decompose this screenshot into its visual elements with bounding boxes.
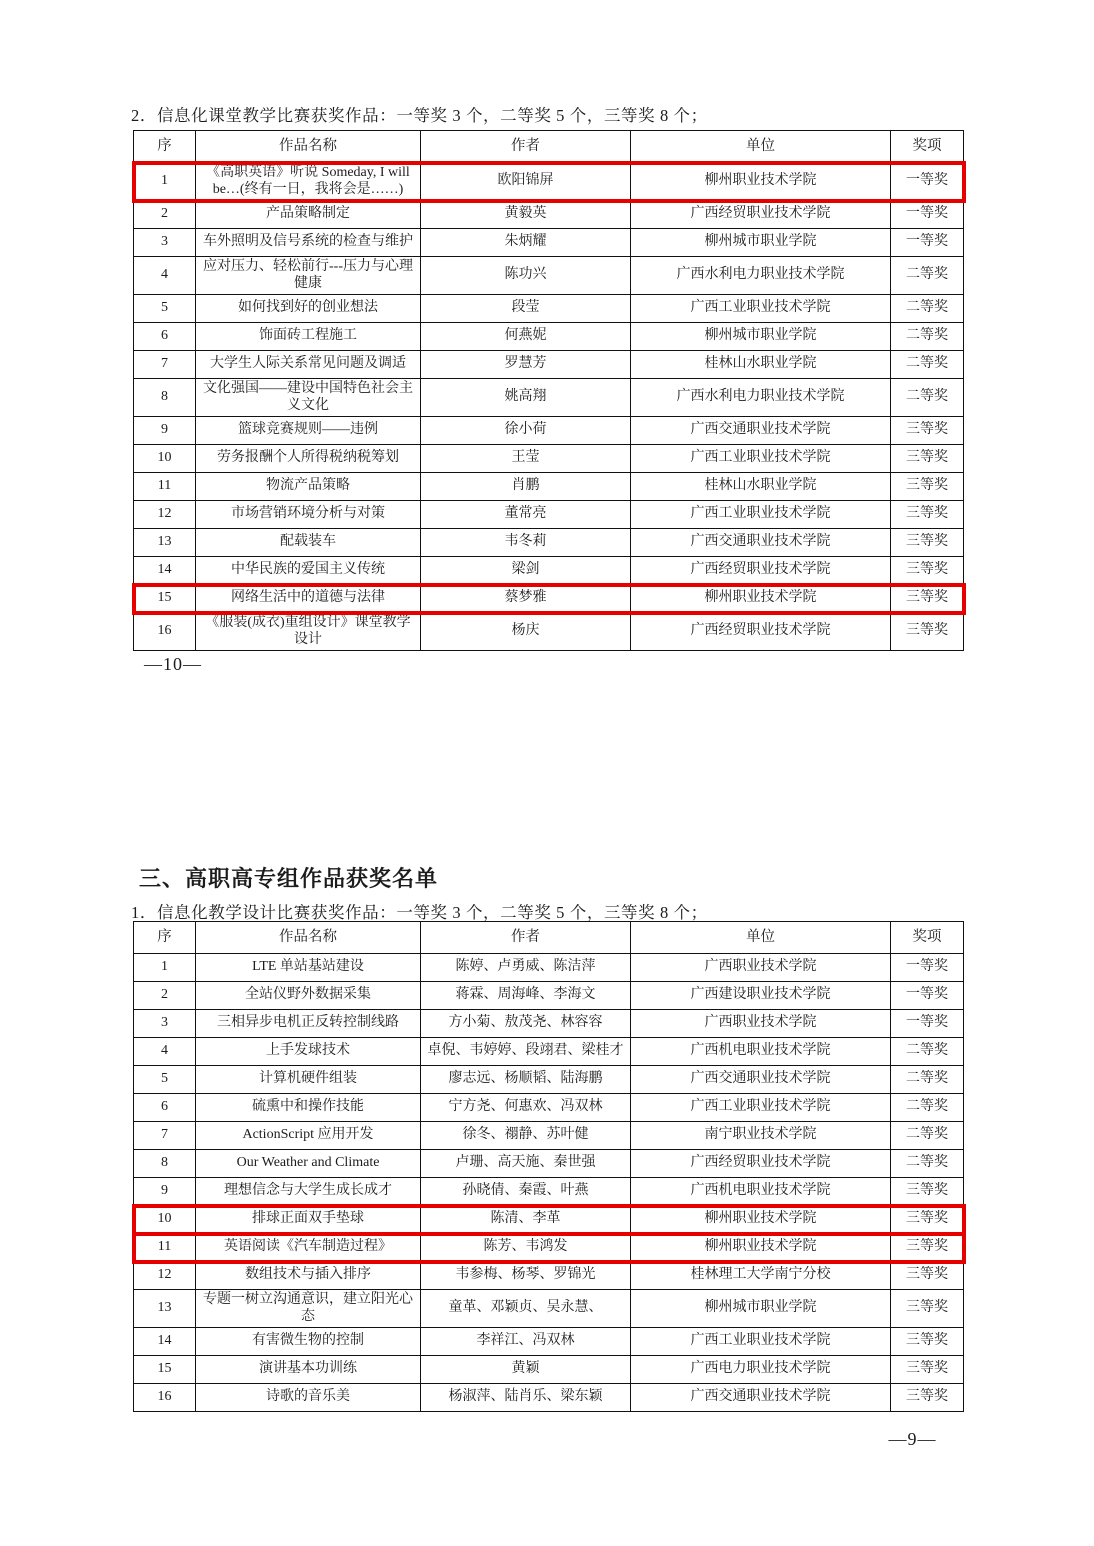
- cell-seq: 14: [134, 557, 196, 585]
- cell-title: 大学生人际关系常见问题及调适: [196, 351, 421, 379]
- award-row: [134, 351, 964, 379]
- cell-org: 广西交通职业技术学院: [631, 529, 891, 557]
- award-row: [134, 954, 964, 982]
- cell-org: 柳州职业技术学院: [631, 1234, 891, 1262]
- cell-org: 广西机电职业技术学院: [631, 1038, 891, 1066]
- cell-title: 物流产品策略: [196, 473, 421, 501]
- cell-seq: 10: [134, 1206, 196, 1234]
- cell-title: 英语阅读《汽车制造过程》: [196, 1234, 421, 1262]
- cell-author: 王莹: [421, 445, 631, 473]
- cell-award: 三等奖: [891, 1234, 964, 1262]
- cell-author: 廖志远、杨顺韬、陆海鹏: [421, 1066, 631, 1094]
- cell-org: 广西工业职业技术学院: [631, 295, 891, 323]
- award-row: [134, 613, 964, 651]
- cell-author: 韦参梅、杨琴、罗锦光: [421, 1262, 631, 1290]
- col-header-author: 作者: [421, 922, 631, 954]
- cell-org: 桂林山水职业学院: [631, 351, 891, 379]
- cell-title: 如何找到好的创业想法: [196, 295, 421, 323]
- cell-org: 广西经贸职业技术学院: [631, 613, 891, 651]
- col-header-seq: 序: [134, 131, 196, 163]
- cell-seq: 6: [134, 323, 196, 351]
- cell-org: 广西机电职业技术学院: [631, 1178, 891, 1206]
- award-row: [134, 557, 964, 585]
- cell-author: 朱炳耀: [421, 229, 631, 257]
- cell-award: 三等奖: [891, 1356, 964, 1384]
- cell-award: 三等奖: [891, 1178, 964, 1206]
- cell-seq: 4: [134, 1038, 196, 1066]
- cell-title: 篮球竞赛规则——违例: [196, 417, 421, 445]
- cell-author: 蒋霖、周海峰、李海文: [421, 982, 631, 1010]
- cell-author: 宁方尧、何惠欢、冯双林: [421, 1094, 631, 1122]
- cell-title: 产品策略制定: [196, 201, 421, 229]
- competition-heading-design: 1．信息化教学设计比赛获奖作品：一等奖 3 个，二等奖 5 个，三等奖 8 个；: [131, 903, 708, 922]
- cell-seq: 4: [134, 257, 196, 295]
- cell-title: 配载装车: [196, 529, 421, 557]
- cell-org: 广西交通职业技术学院: [631, 1066, 891, 1094]
- cell-award: 一等奖: [891, 954, 964, 982]
- award-row: [134, 201, 964, 229]
- award-row: [134, 1234, 964, 1262]
- cell-seq: 7: [134, 351, 196, 379]
- award-row: [134, 445, 964, 473]
- cell-title: 有害微生物的控制: [196, 1328, 421, 1356]
- cell-title: 专题一树立沟通意识，建立阳光心态: [196, 1290, 421, 1328]
- award-row: [134, 229, 964, 257]
- cell-seq: 15: [134, 585, 196, 613]
- cell-author: 徐冬、禤静、苏叶健: [421, 1122, 631, 1150]
- cell-author: 陈婷、卢勇威、陈洁萍: [421, 954, 631, 982]
- cell-author: 陈功兴: [421, 257, 631, 295]
- cell-title: LTE 单站基站建设: [196, 954, 421, 982]
- cell-title: ActionScript 应用开发: [196, 1122, 421, 1150]
- award-row: [134, 295, 964, 323]
- cell-author: 陈芳、韦鸿发: [421, 1234, 631, 1262]
- cell-title: 三相异步电机正反转控制线路: [196, 1010, 421, 1038]
- cell-title: 《高职英语》听说 Someday, I will be…(终有一日，我将会是……): [196, 163, 421, 201]
- cell-title: 全站仪野外数据采集: [196, 982, 421, 1010]
- cell-title: 排球正面双手垫球: [196, 1206, 421, 1234]
- award-row: [134, 1290, 964, 1328]
- cell-seq: 11: [134, 1234, 196, 1262]
- cell-title: 中华民族的爱国主义传统: [196, 557, 421, 585]
- cell-org: 柳州城市职业学院: [631, 1290, 891, 1328]
- cell-title: 市场营销环境分析与对策: [196, 501, 421, 529]
- award-row: [134, 1094, 964, 1122]
- cell-award: 三等奖: [891, 417, 964, 445]
- cell-award: 三等奖: [891, 1262, 964, 1290]
- cell-award: 一等奖: [891, 229, 964, 257]
- col-header-org: 单位: [631, 922, 891, 954]
- awards-table-design: [133, 921, 964, 1412]
- cell-award: 一等奖: [891, 982, 964, 1010]
- cell-author: 方小菊、敖茂尧、林容容: [421, 1010, 631, 1038]
- cell-org: 南宁职业技术学院: [631, 1122, 891, 1150]
- cell-award: 二等奖: [891, 1150, 964, 1178]
- cell-award: 三等奖: [891, 473, 964, 501]
- award-row: [134, 1328, 964, 1356]
- award-row: [134, 323, 964, 351]
- cell-title: 演讲基本功训练: [196, 1356, 421, 1384]
- cell-author: 卢珊、高天施、秦世强: [421, 1150, 631, 1178]
- cell-org: 广西工业职业技术学院: [631, 1094, 891, 1122]
- cell-title: 硫熏中和操作技能: [196, 1094, 421, 1122]
- cell-org: 桂林理工大学南宁分校: [631, 1262, 891, 1290]
- cell-author: 杨庆: [421, 613, 631, 651]
- cell-org: 广西职业技术学院: [631, 954, 891, 982]
- cell-seq: 15: [134, 1356, 196, 1384]
- cell-org: 广西交通职业技术学院: [631, 1384, 891, 1412]
- table-header-row: [134, 922, 964, 954]
- cell-author: 蔡梦雅: [421, 585, 631, 613]
- cell-author: 韦冬莉: [421, 529, 631, 557]
- award-row: [134, 982, 964, 1010]
- cell-org: 广西工业职业技术学院: [631, 1328, 891, 1356]
- cell-seq: 14: [134, 1328, 196, 1356]
- cell-seq: 10: [134, 445, 196, 473]
- cell-title: 饰面砖工程施工: [196, 323, 421, 351]
- col-header-title: 作品名称: [196, 131, 421, 163]
- award-row: [134, 473, 964, 501]
- cell-title: 理想信念与大学生成长成才: [196, 1178, 421, 1206]
- cell-org: 广西经贸职业技术学院: [631, 557, 891, 585]
- award-row: [134, 1384, 964, 1412]
- cell-award: 三等奖: [891, 557, 964, 585]
- award-row: [134, 1178, 964, 1206]
- cell-seq: 2: [134, 201, 196, 229]
- cell-award: 三等奖: [891, 613, 964, 651]
- cell-author: 梁剑: [421, 557, 631, 585]
- cell-author: 徐小荷: [421, 417, 631, 445]
- cell-award: 二等奖: [891, 257, 964, 295]
- cell-title: Our Weather and Climate: [196, 1150, 421, 1178]
- col-header-seq: 序: [134, 922, 196, 954]
- cell-title: 上手发球技术: [196, 1038, 421, 1066]
- cell-org: 广西工业职业技术学院: [631, 445, 891, 473]
- cell-seq: 16: [134, 613, 196, 651]
- cell-award: 三等奖: [891, 585, 964, 613]
- cell-org: 柳州职业技术学院: [631, 1206, 891, 1234]
- cell-author: 黄颖: [421, 1356, 631, 1384]
- col-header-award: 奖项: [891, 922, 964, 954]
- cell-org: 柳州城市职业学院: [631, 323, 891, 351]
- cell-author: 姚高翔: [421, 379, 631, 417]
- col-header-title: 作品名称: [196, 922, 421, 954]
- cell-author: 何燕妮: [421, 323, 631, 351]
- cell-seq: 12: [134, 1262, 196, 1290]
- cell-org: 广西水利电力职业技术学院: [631, 257, 891, 295]
- cell-award: 一等奖: [891, 1010, 964, 1038]
- award-row: [134, 585, 964, 613]
- award-row: [134, 257, 964, 295]
- col-header-org: 单位: [631, 131, 891, 163]
- cell-award: 三等奖: [891, 1206, 964, 1234]
- cell-seq: 1: [134, 954, 196, 982]
- cell-org: 柳州职业技术学院: [631, 163, 891, 201]
- col-header-award: 奖项: [891, 131, 964, 163]
- cell-author: 李祥江、冯双林: [421, 1328, 631, 1356]
- cell-award: 三等奖: [891, 501, 964, 529]
- cell-author: 杨淑萍、陆肖乐、梁东颖: [421, 1384, 631, 1412]
- cell-seq: 3: [134, 1010, 196, 1038]
- cell-author: 欧阳锦屏: [421, 163, 631, 201]
- cell-title: 《服装(成衣)重组设计》课堂教学设计: [196, 613, 421, 651]
- award-row: [134, 1038, 964, 1066]
- cell-org: 广西水利电力职业技术学院: [631, 379, 891, 417]
- cell-award: 二等奖: [891, 1038, 964, 1066]
- award-row: [134, 529, 964, 557]
- cell-title: 车外照明及信号系统的检查与维护: [196, 229, 421, 257]
- award-row: [134, 1066, 964, 1094]
- award-row: [134, 163, 964, 201]
- cell-author: 黄毅英: [421, 201, 631, 229]
- group-heading: 三、高职高专组作品获奖名单: [139, 866, 439, 891]
- cell-seq: 3: [134, 229, 196, 257]
- cell-seq: 5: [134, 295, 196, 323]
- cell-title: 网络生活中的道德与法律: [196, 585, 421, 613]
- cell-award: 二等奖: [891, 379, 964, 417]
- cell-org: 广西交通职业技术学院: [631, 417, 891, 445]
- cell-seq: 8: [134, 1150, 196, 1178]
- cell-award: 三等奖: [891, 1328, 964, 1356]
- cell-seq: 5: [134, 1066, 196, 1094]
- cell-author: 孙晓倩、秦霞、叶燕: [421, 1178, 631, 1206]
- cell-org: 柳州职业技术学院: [631, 585, 891, 613]
- award-row: [134, 379, 964, 417]
- award-row: [134, 1010, 964, 1038]
- award-row: [134, 417, 964, 445]
- cell-author: 卓倪、韦婷婷、段翊君、梁桂才: [421, 1038, 631, 1066]
- award-row: [134, 1356, 964, 1384]
- cell-title: 计算机硬件组装: [196, 1066, 421, 1094]
- cell-org: 广西电力职业技术学院: [631, 1356, 891, 1384]
- cell-author: 陈清、李革: [421, 1206, 631, 1234]
- cell-award: 二等奖: [891, 295, 964, 323]
- cell-seq: 9: [134, 1178, 196, 1206]
- cell-title: 应对压力、轻松前行---压力与心理健康: [196, 257, 421, 295]
- cell-award: 一等奖: [891, 201, 964, 229]
- cell-org: 广西工业职业技术学院: [631, 501, 891, 529]
- cell-award: 三等奖: [891, 1290, 964, 1328]
- cell-seq: 8: [134, 379, 196, 417]
- cell-seq: 6: [134, 1094, 196, 1122]
- cell-seq: 1: [134, 163, 196, 201]
- cell-org: 柳州城市职业学院: [631, 229, 891, 257]
- cell-author: 董常亮: [421, 501, 631, 529]
- awards-table-classroom: [133, 130, 964, 651]
- cell-award: 三等奖: [891, 1384, 964, 1412]
- cell-award: 二等奖: [891, 1122, 964, 1150]
- cell-seq: 13: [134, 529, 196, 557]
- cell-org: 广西经贸职业技术学院: [631, 201, 891, 229]
- page-number-9: —9—: [888, 1429, 937, 1449]
- cell-seq: 2: [134, 982, 196, 1010]
- cell-seq: 7: [134, 1122, 196, 1150]
- cell-title: 诗歌的音乐美: [196, 1384, 421, 1412]
- cell-seq: 13: [134, 1290, 196, 1328]
- cell-award: 一等奖: [891, 163, 964, 201]
- cell-org: 广西职业技术学院: [631, 1010, 891, 1038]
- award-row: [134, 501, 964, 529]
- cell-org: 广西经贸职业技术学院: [631, 1150, 891, 1178]
- cell-author: 肖鹏: [421, 473, 631, 501]
- cell-award: 二等奖: [891, 1066, 964, 1094]
- cell-seq: 11: [134, 473, 196, 501]
- award-row: [134, 1150, 964, 1178]
- cell-seq: 16: [134, 1384, 196, 1412]
- cell-seq: 9: [134, 417, 196, 445]
- cell-award: 二等奖: [891, 1094, 964, 1122]
- col-header-author: 作者: [421, 131, 631, 163]
- cell-award: 三等奖: [891, 529, 964, 557]
- cell-seq: 12: [134, 501, 196, 529]
- award-row: [134, 1262, 964, 1290]
- cell-award: 二等奖: [891, 351, 964, 379]
- cell-org: 广西建设职业技术学院: [631, 982, 891, 1010]
- cell-org: 桂林山水职业学院: [631, 473, 891, 501]
- award-row: [134, 1122, 964, 1150]
- cell-title: 文化强国——建设中国特色社会主义文化: [196, 379, 421, 417]
- cell-title: 劳务报酬个人所得税纳税筹划: [196, 445, 421, 473]
- cell-title: 数组技术与插入排序: [196, 1262, 421, 1290]
- table-header-row: [134, 131, 964, 163]
- award-row: [134, 1206, 964, 1234]
- page-number-10: —10—: [144, 654, 202, 674]
- cell-award: 三等奖: [891, 445, 964, 473]
- cell-author: 童革、邓颖贞、吴永慧、: [421, 1290, 631, 1328]
- cell-author: 罗慧芳: [421, 351, 631, 379]
- competition-heading-classroom: 2．信息化课堂教学比赛获奖作品：一等奖 3 个，二等奖 5 个，三等奖 8 个；: [131, 106, 708, 125]
- cell-award: 二等奖: [891, 323, 964, 351]
- cell-author: 段莹: [421, 295, 631, 323]
